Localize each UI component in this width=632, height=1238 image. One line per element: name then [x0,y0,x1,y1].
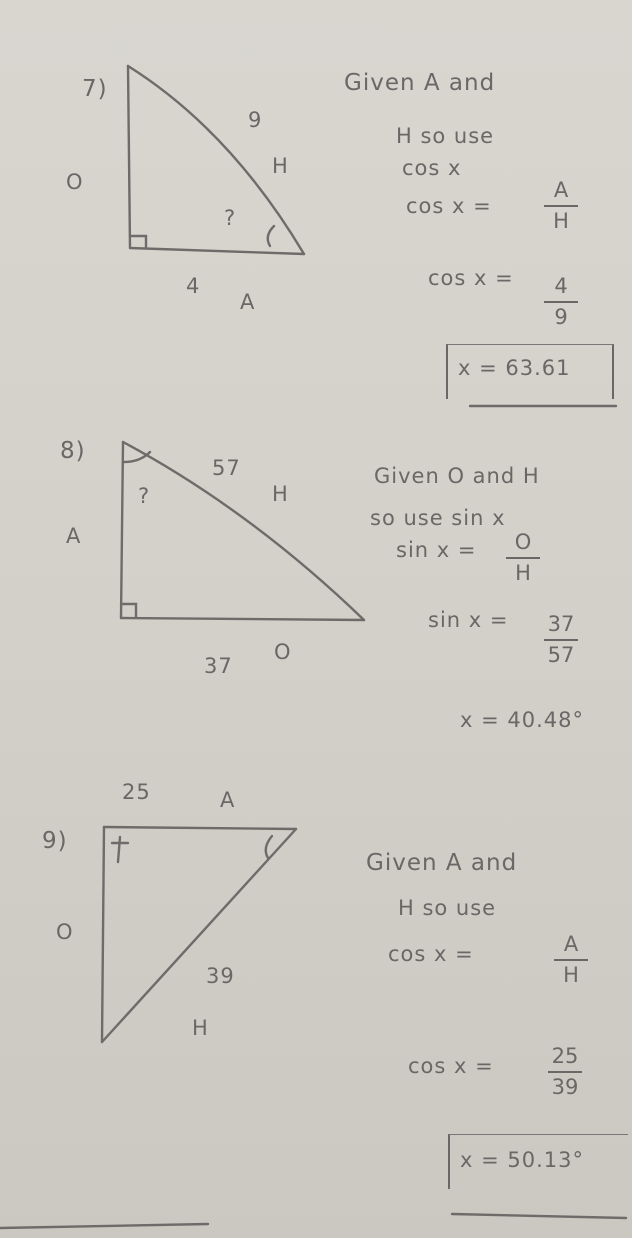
right-angle-mark-9 [112,837,128,862]
fraction-9b [542,1046,588,1098]
fraction-7a-bar [544,205,578,207]
fraction-8b-den: 57 [547,643,575,667]
opposite-letter-8: O [274,640,292,664]
fraction-9a-den: H [563,963,579,987]
page-bottom-line [0,1224,208,1228]
fraction-7b [538,276,584,328]
step-8-line-2: so use sin x [370,506,506,530]
angle-arc-7 [268,226,274,246]
step-8-line-3: sin x = [396,538,477,562]
problem-number-8: 8) [60,438,86,464]
underline-9 [452,1214,626,1218]
adjacent-value-9: 25 [122,780,151,804]
hypotenuse-value-8: 57 [212,456,241,480]
hypotenuse-letter-7: H [272,154,289,178]
adjacent-letter-8: A [66,524,82,548]
fraction-7a-num: A [553,178,569,202]
step-9-line-1: Given A and [366,850,518,876]
adjacent-letter-9: A [220,788,236,812]
step-9-line-2: H so use [398,896,497,920]
hypotenuse-letter-9: H [192,1016,209,1040]
step-9-eq: cos x = [408,1054,494,1078]
fraction-9b-bar [548,1071,582,1073]
fraction-7a-den: H [553,209,569,233]
hypotenuse-value-7: 9 [248,108,263,132]
fraction-7b-bar [544,301,578,303]
opposite-letter-7: O [66,170,84,194]
step-7-line-2: H so use [396,124,495,148]
fraction-8a-den: H [515,561,531,585]
unknown-angle-8: ? [138,484,151,508]
fraction-8b [538,614,584,666]
problem-number-7: 7) [82,76,108,102]
right-angle-mark-8 [121,604,136,618]
fraction-7b-num: 4 [554,274,568,298]
fraction-8a-num: O [514,530,532,554]
fraction-8a [500,532,546,584]
triangle-9 [102,827,296,1042]
step-7-line-3: cos x [402,156,462,180]
answer-9: x = 50.13° [460,1148,584,1172]
unknown-angle-7: ? [224,206,237,230]
fraction-9b-num: 25 [551,1044,579,1068]
fraction-8b-bar [544,639,578,641]
problem-number-9: 9) [42,828,68,854]
fraction-9b-den: 39 [551,1075,579,1099]
step-9-line-3: cos x = [388,942,474,966]
step-7-line-1: Given A and [344,70,496,96]
fraction-9a-num: A [563,932,579,956]
fraction-9a [548,934,594,986]
answer-8: x = 40.48° [460,708,584,732]
hypotenuse-value-9: 39 [206,964,235,988]
triangle-8 [121,442,364,620]
opposite-value-8: 37 [204,654,233,678]
step-7-line-4: cos x = [406,194,492,218]
right-angle-mark-7 [130,236,146,248]
step-8-line-1: Given O and H [374,464,540,488]
adjacent-letter-7: A [240,290,256,314]
fraction-9a-bar [554,959,588,961]
fraction-8b-num: 37 [547,612,575,636]
fraction-7a [538,180,584,232]
answer-7: x = 63.61 [458,356,571,380]
adjacent-value-7: 4 [186,274,201,298]
fraction-7b-den: 9 [554,305,568,329]
opposite-letter-9: O [56,920,74,944]
step-8-eq: sin x = [428,608,509,632]
step-7-eq: cos x = [428,266,514,290]
hypotenuse-letter-8: H [272,482,289,506]
fraction-8a-bar [506,557,540,559]
